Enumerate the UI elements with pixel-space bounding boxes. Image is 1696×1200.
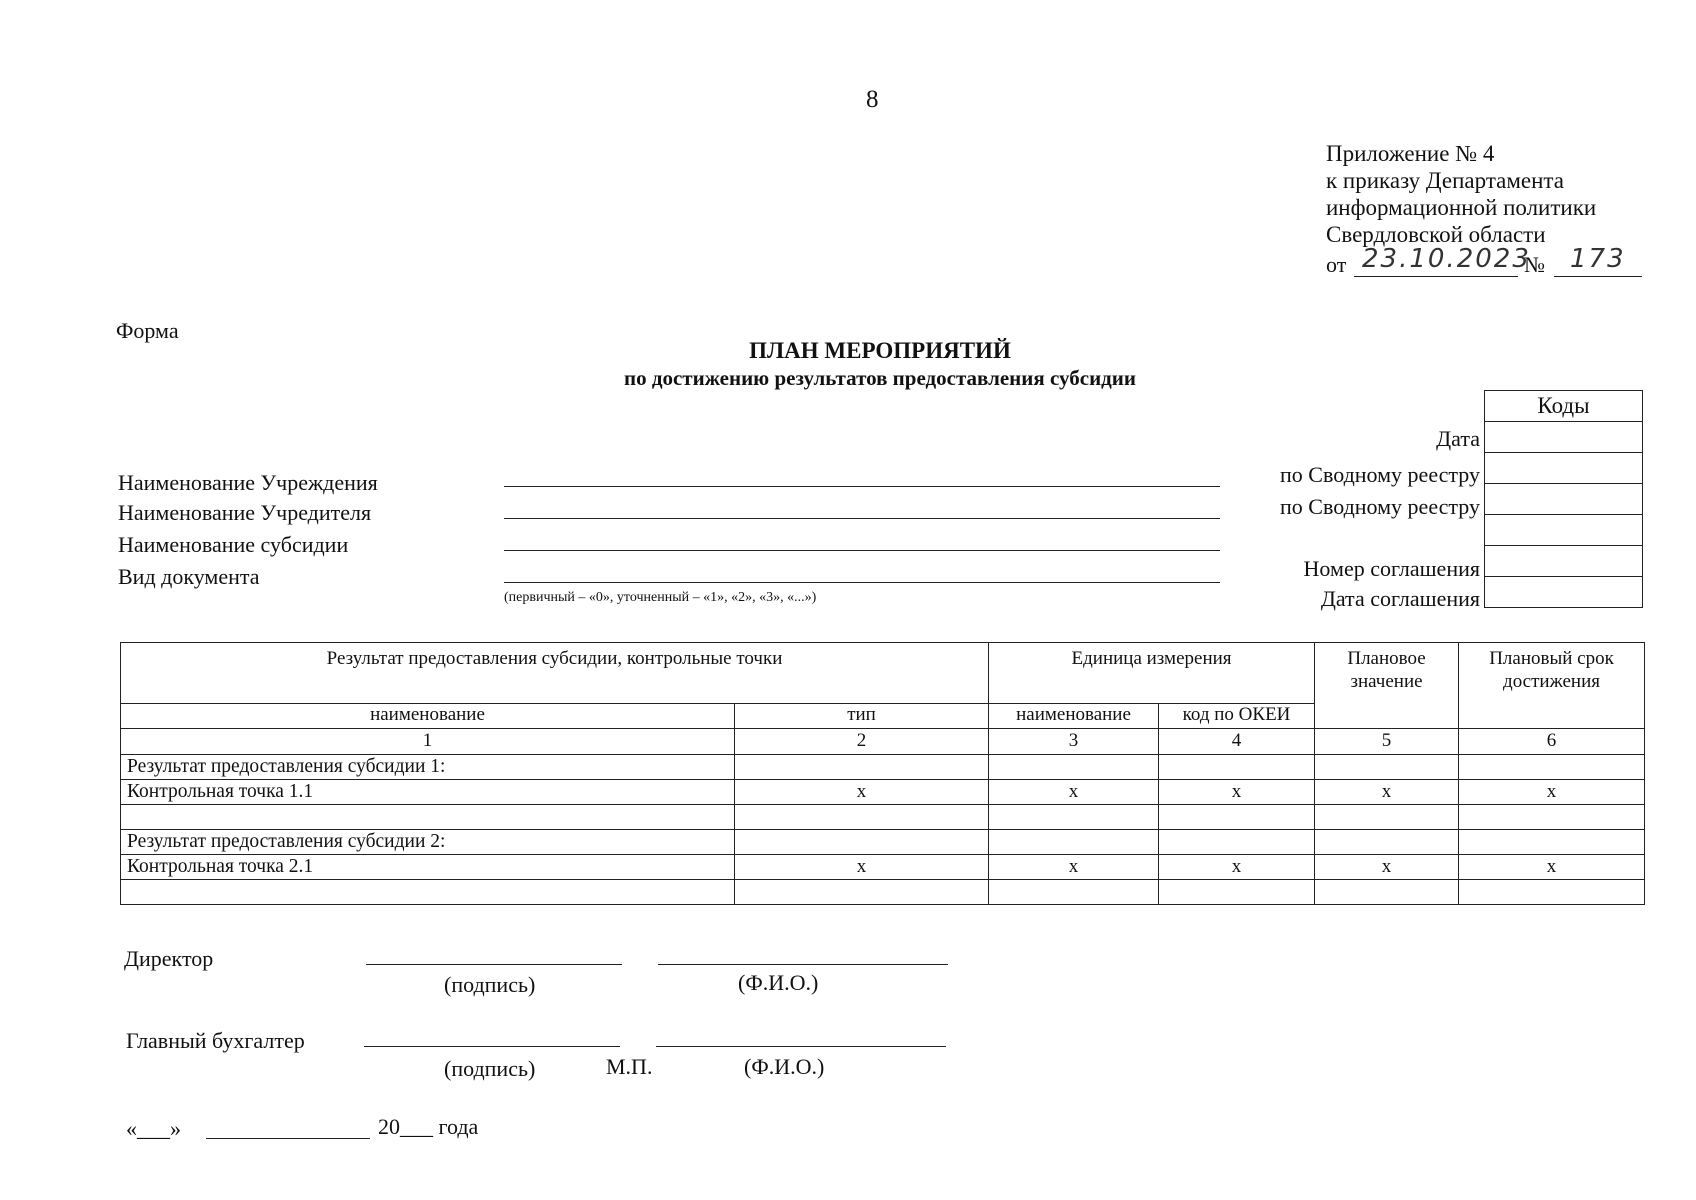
date-underline	[1354, 276, 1518, 277]
column-number: 2	[735, 729, 989, 755]
registry-code-label-2: по Сводному реестру	[1280, 494, 1480, 519]
agreement-date-label: Дата соглашения	[1320, 586, 1480, 611]
table-cell[interactable]	[1459, 880, 1645, 905]
codes-box	[1484, 390, 1643, 608]
appendix-line: Приложение № 4	[1326, 141, 1495, 166]
appendix-from-prefix: от	[1326, 252, 1347, 277]
table-row	[121, 830, 1645, 855]
table-row	[121, 755, 1645, 780]
appendix-number-prefix: №	[1524, 252, 1545, 277]
row-name	[121, 805, 735, 830]
table-row	[121, 780, 1645, 805]
table-cell[interactable]	[735, 805, 989, 830]
table-cell[interactable]: x	[735, 780, 989, 805]
row-name: Контрольная точка 2.1	[121, 855, 735, 880]
table-row	[121, 880, 1645, 905]
signature-hint: (подпись)	[444, 1056, 536, 1081]
table-cell[interactable]	[989, 755, 1159, 780]
table-cell[interactable]: x	[1315, 780, 1459, 805]
table-header-row	[121, 643, 1645, 704]
table-cell[interactable]: x	[1459, 780, 1645, 805]
date-year-field[interactable]: 20___ года	[378, 1114, 479, 1139]
plan-table	[120, 642, 1645, 905]
table-cell[interactable]: x	[1315, 855, 1459, 880]
accountant-signature-field[interactable]	[364, 1046, 620, 1047]
subheader-unit-name: наименование	[989, 704, 1159, 729]
director-fio-field[interactable]	[658, 964, 948, 965]
header-planned-term: Плановый срок достижения	[1459, 643, 1645, 729]
document-subtitle: по достижению результатов предоставления субсидии	[624, 366, 1136, 390]
appendix-line: к приказу Департамента	[1326, 168, 1564, 193]
table-cell[interactable]	[1315, 830, 1459, 855]
agreement-number-label: Номер соглашения	[1303, 556, 1480, 581]
column-number: 3	[989, 729, 1159, 755]
founder-label: Наименование Учредителя	[118, 500, 372, 525]
codes-header: Коды	[1537, 393, 1590, 418]
code-cell-registry[interactable]	[1485, 452, 1642, 483]
row-name: Результат предоставления субсидии 2:	[121, 830, 735, 855]
table-row	[121, 855, 1645, 880]
code-cell-agreement-date[interactable]	[1485, 576, 1642, 607]
stamp-label: М.П.	[606, 1054, 653, 1079]
code-cell-registry-2[interactable]	[1485, 483, 1642, 514]
table-cell[interactable]	[1459, 830, 1645, 855]
fio-hint: (Ф.И.О.)	[744, 1054, 825, 1079]
table-cell[interactable]	[1459, 805, 1645, 830]
accountant-fio-field[interactable]	[656, 1046, 946, 1047]
code-cell-empty[interactable]	[1485, 514, 1642, 545]
fio-hint: (Ф.И.О.)	[738, 970, 819, 995]
table-cell[interactable]	[735, 880, 989, 905]
appendix-line: Свердловской области	[1326, 222, 1546, 247]
table-cell[interactable]	[989, 830, 1159, 855]
table-cell[interactable]	[1459, 755, 1645, 780]
number-underline	[1554, 276, 1642, 277]
column-number: 1	[121, 729, 735, 755]
table-cell[interactable]	[989, 805, 1159, 830]
registry-code-label: по Сводному реестру	[1280, 462, 1480, 487]
column-number: 4	[1159, 729, 1315, 755]
table-cell[interactable]	[735, 755, 989, 780]
table-cell[interactable]	[1159, 880, 1315, 905]
table-cell[interactable]: x	[1159, 780, 1315, 805]
institution-field[interactable]	[504, 486, 1220, 487]
row-name: Контрольная точка 1.1	[121, 780, 735, 805]
subheader-name: наименование	[121, 704, 735, 729]
date-day-field[interactable]: «___»	[126, 1116, 181, 1141]
table-cell[interactable]	[1159, 805, 1315, 830]
date-code-label: Дата	[1436, 426, 1480, 451]
doc-type-field[interactable]	[504, 582, 1220, 583]
subsidy-field[interactable]	[504, 550, 1220, 551]
subheader-type: тип	[735, 704, 989, 729]
table-cell[interactable]	[1315, 805, 1459, 830]
doc-type-hint: (первичный – «0», уточненный – «1», «2», «3», «...»)	[504, 590, 817, 605]
appendix-line: информационной политики	[1326, 195, 1597, 220]
form-label: Форма	[116, 318, 179, 343]
table-cell[interactable]: x	[1159, 855, 1315, 880]
handwritten-date: 23.10.2023	[1362, 244, 1531, 274]
doc-type-label: Вид документа	[118, 564, 260, 589]
table-cell[interactable]	[1315, 755, 1459, 780]
row-name	[121, 880, 735, 905]
table-cell[interactable]	[1159, 830, 1315, 855]
date-month-field[interactable]	[206, 1138, 370, 1139]
code-cell-date[interactable]	[1485, 421, 1642, 452]
header-planned-value: Плановое значение	[1315, 643, 1459, 729]
page-number: 8	[866, 86, 879, 113]
director-signature-field[interactable]	[366, 964, 622, 965]
institution-label: Наименование Учреждения	[118, 470, 378, 495]
accountant-label: Главный бухгалтер	[126, 1028, 305, 1053]
column-number: 6	[1459, 729, 1645, 755]
column-number: 5	[1315, 729, 1459, 755]
table-number-row	[121, 729, 1645, 755]
header-unit: Единица измерения	[989, 643, 1315, 704]
table-cell[interactable]	[989, 880, 1159, 905]
table-cell[interactable]	[735, 830, 989, 855]
director-label: Директор	[124, 946, 214, 971]
signature-hint: (подпись)	[444, 972, 536, 997]
subheader-okei: код по ОКЕИ	[1159, 704, 1315, 729]
table-cell[interactable]: x	[989, 780, 1159, 805]
code-cell-agreement-number[interactable]	[1485, 545, 1642, 576]
table-row	[121, 805, 1645, 830]
subsidy-label: Наименование субсидии	[118, 532, 349, 557]
table-cell[interactable]: x	[989, 855, 1159, 880]
table-cell[interactable]: x	[735, 855, 989, 880]
table-cell[interactable]	[1159, 755, 1315, 780]
row-name: Результат предоставления субсидии 1:	[121, 755, 735, 780]
table-cell[interactable]: x	[1459, 855, 1645, 880]
header-result: Результат предоставления субсидии, контрольные точки	[121, 643, 989, 704]
document-title: ПЛАН МЕРОПРИЯТИЙ	[749, 338, 1011, 363]
handwritten-number: 173	[1570, 244, 1626, 274]
founder-field[interactable]	[504, 518, 1220, 519]
appendix-block	[1326, 140, 1656, 248]
table-cell[interactable]	[1315, 880, 1459, 905]
